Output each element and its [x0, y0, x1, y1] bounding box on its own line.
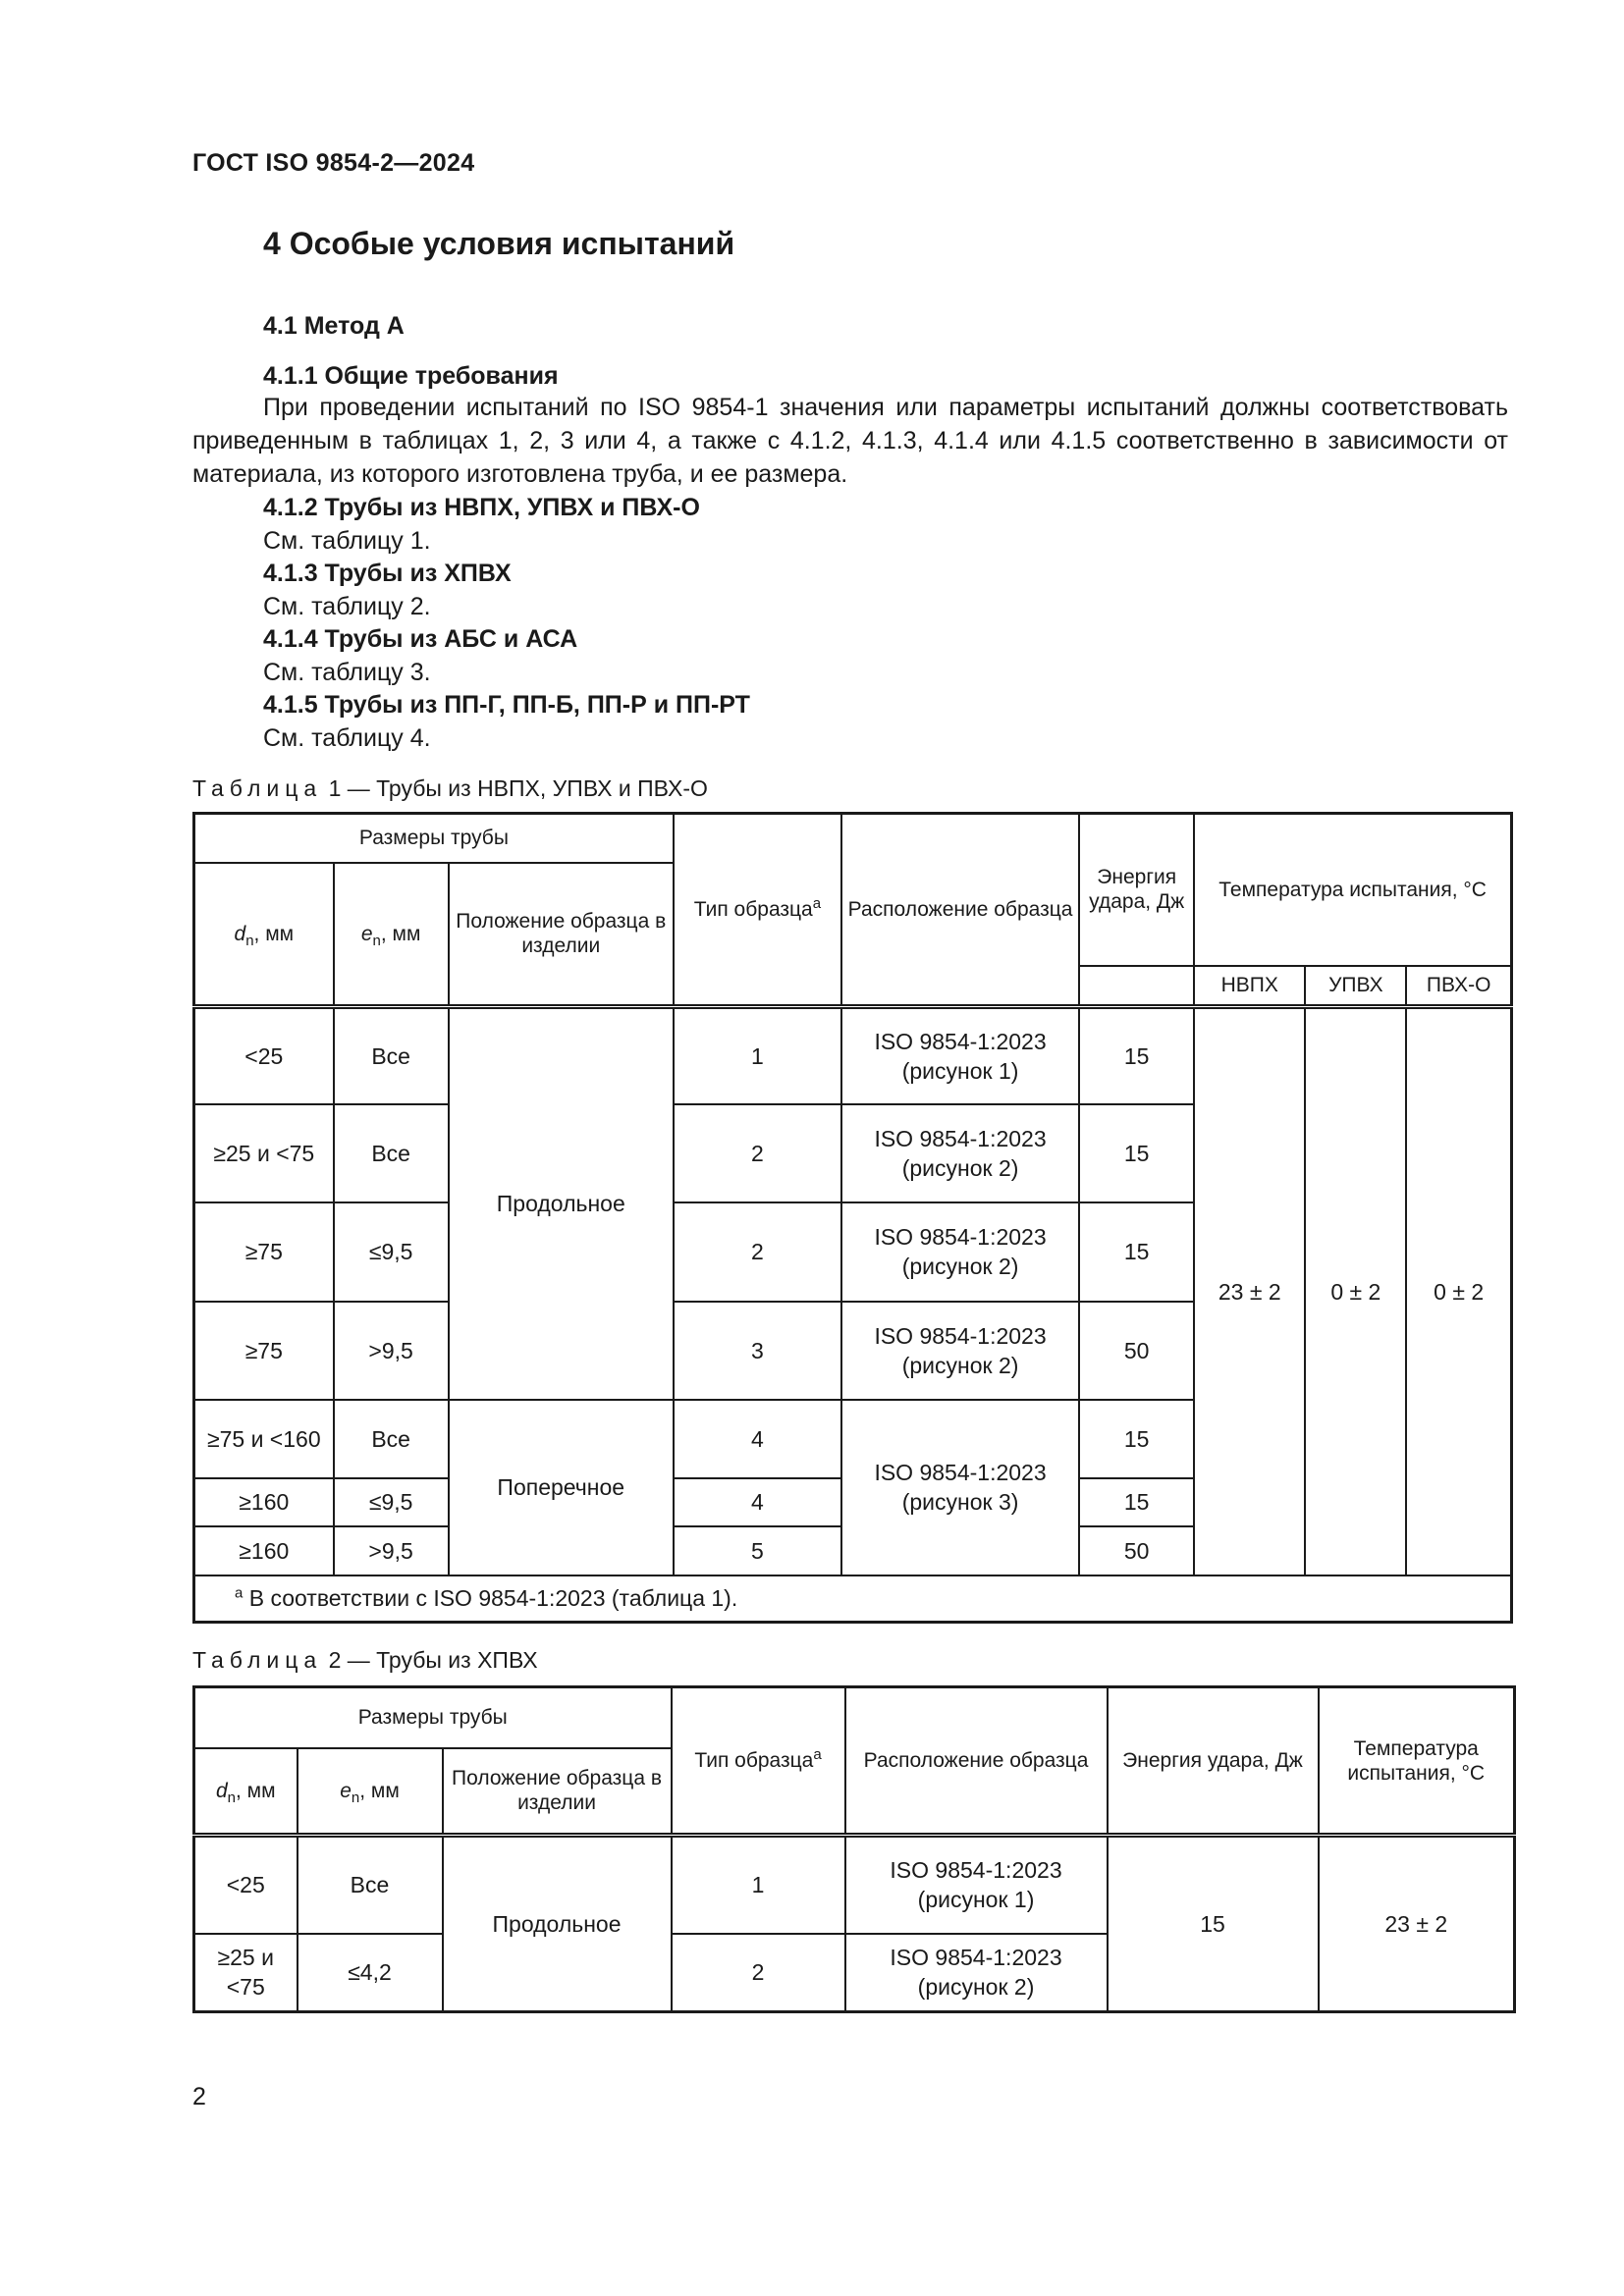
- table2-header-pipe-size: Размеры трубы: [194, 1687, 672, 1748]
- table2-cell-type: 1: [672, 1836, 845, 1934]
- table1-cell-en: >9,5: [334, 1302, 449, 1400]
- table1-cell-en: Все: [334, 1400, 449, 1478]
- table1-cell-temp-nvpkh: 23 ± 2: [1194, 1007, 1305, 1575]
- table1-caption-title: 1 — Трубы из НВПХ, УПВХ и ПВХ-О: [328, 775, 708, 801]
- table1-cell-position-longitudinal: Продольное: [449, 1007, 674, 1400]
- table1-cell-type: 5: [674, 1526, 841, 1575]
- table1-header-dn-unit: , мм: [253, 922, 295, 945]
- table1-cell-type: 4: [674, 1400, 841, 1478]
- table2-caption: [192, 1647, 538, 1674]
- table1-header-test-temperature: Температура испытания, °C: [1194, 814, 1511, 966]
- table1-cell-temp-pvkho: 0 ± 2: [1406, 1007, 1511, 1575]
- table1-footnote: [194, 1575, 1512, 1623]
- page-number: 2: [192, 2083, 206, 2110]
- clause-4-1-4-title: 4.1.4 Трубы из АБС и АСА: [263, 625, 578, 653]
- table1-caption: [192, 775, 708, 802]
- table1-header-dn-subscript: n: [245, 932, 254, 949]
- table1-header-position-in-product: Положение образца в изделии: [449, 863, 674, 1007]
- table1-cell-location: ISO 9854-1:2023 (рисунок 2): [841, 1302, 1079, 1400]
- table1-cell-en: Все: [334, 1104, 449, 1202]
- table2-header-specimen-type-text: Тип образца: [694, 1749, 814, 1772]
- table1-cell-energy: 15: [1079, 1104, 1194, 1202]
- table2-header-impact-energy: Энергия удара, Дж: [1108, 1687, 1319, 1836]
- table2-header-en-unit: , мм: [359, 1779, 400, 1802]
- section-title: 4 Особые условия испытаний: [263, 226, 735, 261]
- table1-cell-en: Все: [334, 1007, 449, 1104]
- table1-cell-location: ISO 9854-1:2023 (рисунок 2): [841, 1104, 1079, 1202]
- table1-cell-energy: 15: [1079, 1202, 1194, 1302]
- clause-4-1-1-title: 4.1.1 Общие требования: [263, 362, 559, 390]
- table2-cell-energy: 15: [1108, 1836, 1319, 2012]
- table2-cell-en: ≤4,2: [298, 1934, 443, 2012]
- table1-cell-en: >9,5: [334, 1526, 449, 1575]
- table1-cell-temp-upvkh: 0 ± 2: [1305, 1007, 1406, 1575]
- table1-footnote-mark: a: [235, 1584, 244, 1602]
- table1-cell-location-transverse: ISO 9854-1:2023 (рисунок 3): [841, 1400, 1079, 1575]
- clause-4-1-5-title: 4.1.5 Трубы из ПП-Г, ПП-Б, ПП-Р и ПП-РТ: [263, 691, 750, 719]
- table1-cell-en: ≤9,5: [334, 1478, 449, 1526]
- table2-header-position-in-product: Положение образца в изделии: [443, 1748, 672, 1836]
- table2-header-dn-symbol: d: [215, 1779, 228, 1802]
- table1-header-temp-nvpkh: НВПХ: [1194, 966, 1305, 1007]
- table2: [192, 1685, 1516, 2013]
- clause-4-1-2-title: 4.1.2 Трубы из НВПХ, УПВХ и ПВХ-О: [263, 494, 700, 521]
- clause-4-1-1-body: При проведении испытаний по ISO 9854-1 значения или параметры испытаний должны соответствовать приведенным в таблицах 1, 2, 3 или 4, а также с 4.1.2, 4.1.3, 4.1.4 или 4.1.5 соответственно в зависимости от материала, из которого изготовлена труба, и ее размера.: [192, 394, 1508, 488]
- table1-cell-energy: 50: [1079, 1302, 1194, 1400]
- table1-cell-energy: 15: [1079, 1007, 1194, 1104]
- table1-header-dn-symbol: d: [234, 922, 246, 945]
- table-row: [194, 1836, 1515, 1934]
- table1-header-impact-energy: Энергия удара, Дж: [1079, 814, 1194, 966]
- table1-header-en-subscript: n: [372, 932, 381, 949]
- table2-caption-word: Таблица: [192, 1647, 323, 1673]
- table1-cell-dn: ≥160: [194, 1478, 334, 1526]
- table2-cell-location: ISO 9854-1:2023 (рисунок 1): [845, 1836, 1108, 1934]
- table1-cell-dn: ≥75: [194, 1302, 334, 1400]
- table1-cell-energy: 50: [1079, 1526, 1194, 1575]
- table1: [192, 812, 1513, 1624]
- clause-4-1-5-text: См. таблицу 4.: [263, 724, 431, 752]
- table2-header-specimen-type: [672, 1687, 845, 1836]
- table2-header-en-subscript: n: [351, 1789, 360, 1806]
- table2-cell-position-longitudinal: Продольное: [443, 1836, 672, 2012]
- table1-header-temp-pvkho: ПВХ-О: [1406, 966, 1511, 1007]
- table1-cell-dn: ≥160: [194, 1526, 334, 1575]
- table2-header-dn: [194, 1748, 298, 1836]
- table2-cell-dn: ≥25 и <75: [194, 1934, 298, 2012]
- table1-header-energy-spacer: [1079, 966, 1194, 1007]
- table1-cell-energy: 15: [1079, 1400, 1194, 1478]
- table1-header-note-mark: a: [812, 895, 822, 912]
- table1-header-specimen-type-text: Тип образца: [693, 898, 813, 921]
- subsection-title: 4.1 Метод А: [263, 312, 405, 340]
- table1-cell-dn: <25: [194, 1007, 334, 1104]
- table2-header-en-symbol: e: [340, 1779, 352, 1802]
- table1-header-temp-upvkh: УПВХ: [1305, 966, 1406, 1007]
- table2-header-dn-unit: , мм: [235, 1779, 276, 1802]
- table1-cell-en: ≤9,5: [334, 1202, 449, 1302]
- table2-cell-type: 2: [672, 1934, 845, 2012]
- table2-cell-location: ISO 9854-1:2023 (рисунок 2): [845, 1934, 1108, 2012]
- table2-cell-dn: <25: [194, 1836, 298, 1934]
- table1-cell-location: ISO 9854-1:2023 (рисунок 1): [841, 1007, 1079, 1104]
- table1-header-pipe-size: Размеры трубы: [194, 814, 674, 863]
- document-code-header: ГОСТ ISO 9854-2—2024: [192, 149, 475, 177]
- table1-caption-word: Таблица: [192, 775, 323, 801]
- table-row: [194, 1007, 1512, 1104]
- clause-4-1-3-title: 4.1.3 Трубы из ХПВХ: [263, 560, 512, 587]
- table1-header-specimen-location: Расположение образца: [841, 814, 1079, 1007]
- table2-header-en: [298, 1748, 443, 1836]
- table1-cell-dn: ≥25 и <75: [194, 1104, 334, 1202]
- table2-cell-en: Все: [298, 1836, 443, 1934]
- table1-header-en-symbol: e: [360, 922, 373, 945]
- table2-cell-temperature: 23 ± 2: [1319, 1836, 1515, 2012]
- table1-header-specimen-type: [674, 814, 841, 1007]
- table1-cell-position-transverse: Поперечное: [449, 1400, 674, 1575]
- table1-header-en: [334, 863, 449, 1007]
- table1-cell-type: 3: [674, 1302, 841, 1400]
- table1-cell-type: 4: [674, 1478, 841, 1526]
- clause-4-1-1-text: [192, 391, 1508, 491]
- table2-header-test-temperature: Температура испытания, °C: [1319, 1687, 1515, 1836]
- table2-header-specimen-location: Расположение образца: [845, 1687, 1108, 1836]
- clause-4-1-2-text: См. таблицу 1.: [263, 527, 431, 555]
- table1-cell-dn: ≥75: [194, 1202, 334, 1302]
- clause-4-1-4-text: См. таблицу 3.: [263, 659, 431, 686]
- table1-footnote-text: В соответствии с ISO 9854-1:2023 (таблица 1).: [248, 1585, 738, 1612]
- table1-header-dn: [194, 863, 334, 1007]
- table2-caption-title: 2 — Трубы из ХПВХ: [328, 1647, 538, 1673]
- table1-cell-dn: ≥75 и <160: [194, 1400, 334, 1478]
- table1-cell-type: 2: [674, 1202, 841, 1302]
- table2-header-note-mark: a: [813, 1746, 822, 1763]
- table1-cell-type: 1: [674, 1007, 841, 1104]
- table1-cell-energy: 15: [1079, 1478, 1194, 1526]
- table2-header-dn-subscript: n: [227, 1789, 236, 1806]
- table1-cell-type: 2: [674, 1104, 841, 1202]
- table1-cell-location: ISO 9854-1:2023 (рисунок 2): [841, 1202, 1079, 1302]
- clause-4-1-3-text: См. таблицу 2.: [263, 593, 431, 620]
- table1-header-en-unit: , мм: [380, 922, 421, 945]
